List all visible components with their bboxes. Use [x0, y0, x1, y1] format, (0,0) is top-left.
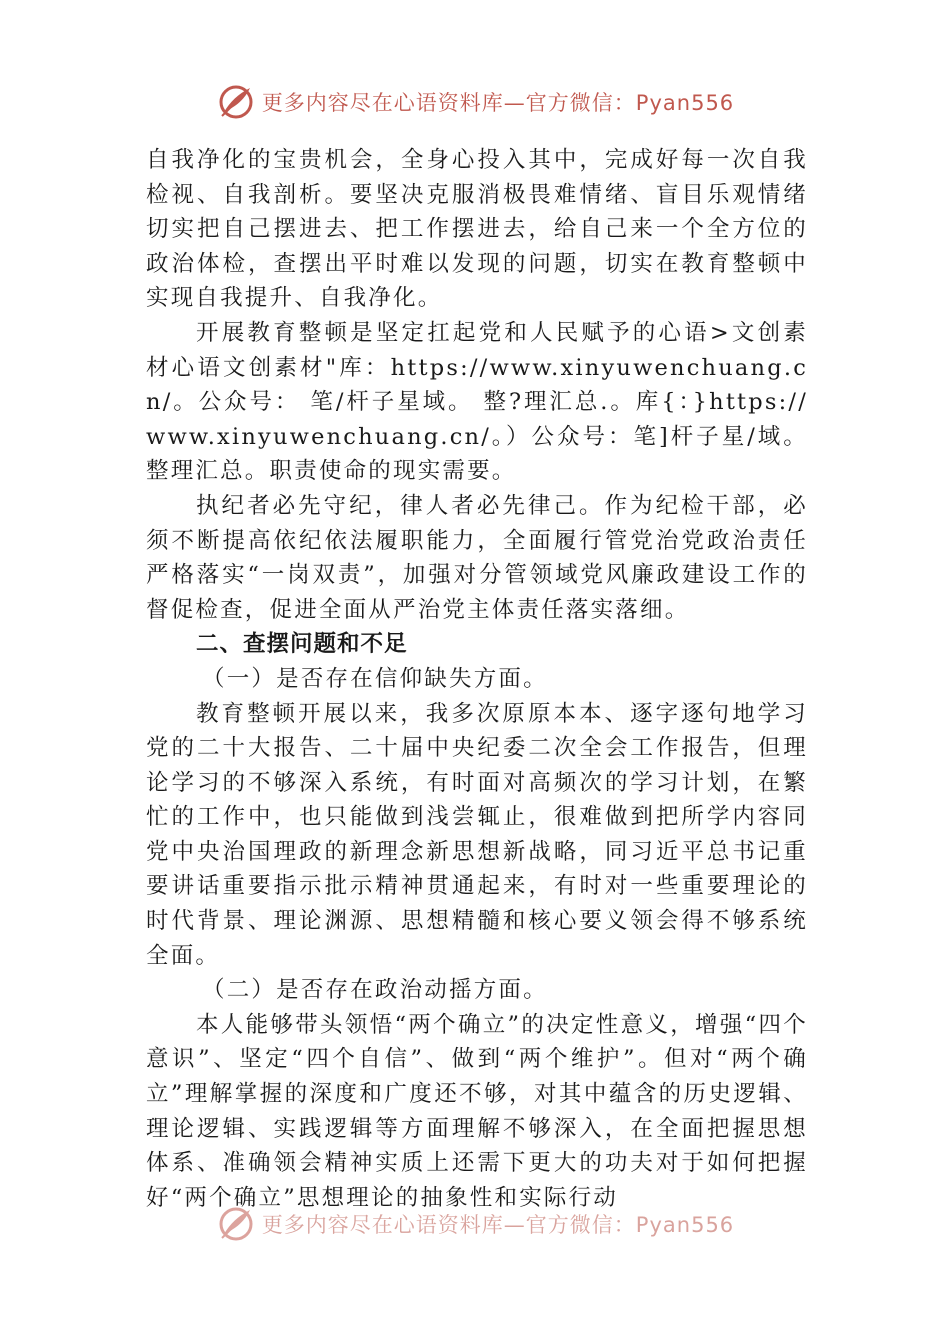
- document-body: [146, 143, 808, 1215]
- watermark-text: 更多内容尽在心语资料库—官方微信：Pyan556: [261, 91, 735, 115]
- feather-logo-icon: [216, 1204, 256, 1244]
- watermark-text-bottom: 更多内容尽在心语资料库—官方微信：Pyan556: [261, 1213, 735, 1237]
- paragraph-5: 本人能够带头领悟“两个确立”的决定性意义，增强“四个意识”、坚定“四个自信”、做到“两个维护”。但对“两个确立”理解掌握的深度和广度还不够，对其中蕴含的历史逻辑、理论逻辑、实践逻辑等方面理解不够深入，在全面把握思想体系、准确领会精神实质上还需下更大的功夫对于如何把握好“两个确立”思想理论的抽象性和实际行动: [146, 1011, 808, 1211]
- paragraph-2: 开展教育整顿是坚定扛起党和人民赋予的心语>文创素材心语文创素材"库：https://www.xinyuwenchuang.cn/。公众号： 笔/杆子星域。 整?理汇总.。库{：}https://www.xinyuwenchuang.cn/。）公众号：笔]杆子星/域。整理汇总。职责使命的现实需要。: [146, 319, 808, 485]
- paragraph-3: 执纪者必先守纪，律人者必先律己。作为纪检干部，必须不断提高依纪依法履职能力，全面履行管党治党政治责任严格落实“一岗双责”，加强对分管领域党风廉政建设工作的督促检查，促进全面从严治党主体责任落实落细。: [146, 492, 808, 623]
- subsection-heading-1: （一）是否存在信仰缺失方面。: [202, 665, 548, 692]
- watermark-banner-top: [0, 82, 950, 122]
- feather-logo-icon: [216, 82, 256, 122]
- subsection-heading-2: （二）是否存在政治动摇方面。: [202, 977, 548, 1004]
- watermark-banner-bottom: [0, 1204, 950, 1244]
- section-heading: 二、查摆问题和不足: [196, 631, 408, 658]
- paragraph-1: 自我净化的宝贵机会，全身心投入其中，完成好每一次自我检视、自我剖析。要坚决克服消极畏难情绪、盲目乐观情绪切实把自己摆进去、把工作摆进去，给自己来一个全方位的政治体检，查摆出平时难以发现的问题，切实在教育整顿中实现自我提升、自我净化。: [146, 147, 808, 312]
- paragraph-4: 教育整顿开展以来，我多次原原本本、逐字逐句地学习党的二十大报告、二十届中央纪委二次全会工作报告，但理论学习的不够深入系统，有时面对高频次的学习计划，在繁忙的工作中，也只能做到浅尝辄止，很难做到把所学内容同党中央治国理政的新理念新思想新战略，同习近平总书记重要讲话重要指示批示精神贯通起来，有时对一些重要理论的时代背景、理论渊源、思想精髓和核心要义领会得不够系统全面。: [146, 700, 808, 969]
